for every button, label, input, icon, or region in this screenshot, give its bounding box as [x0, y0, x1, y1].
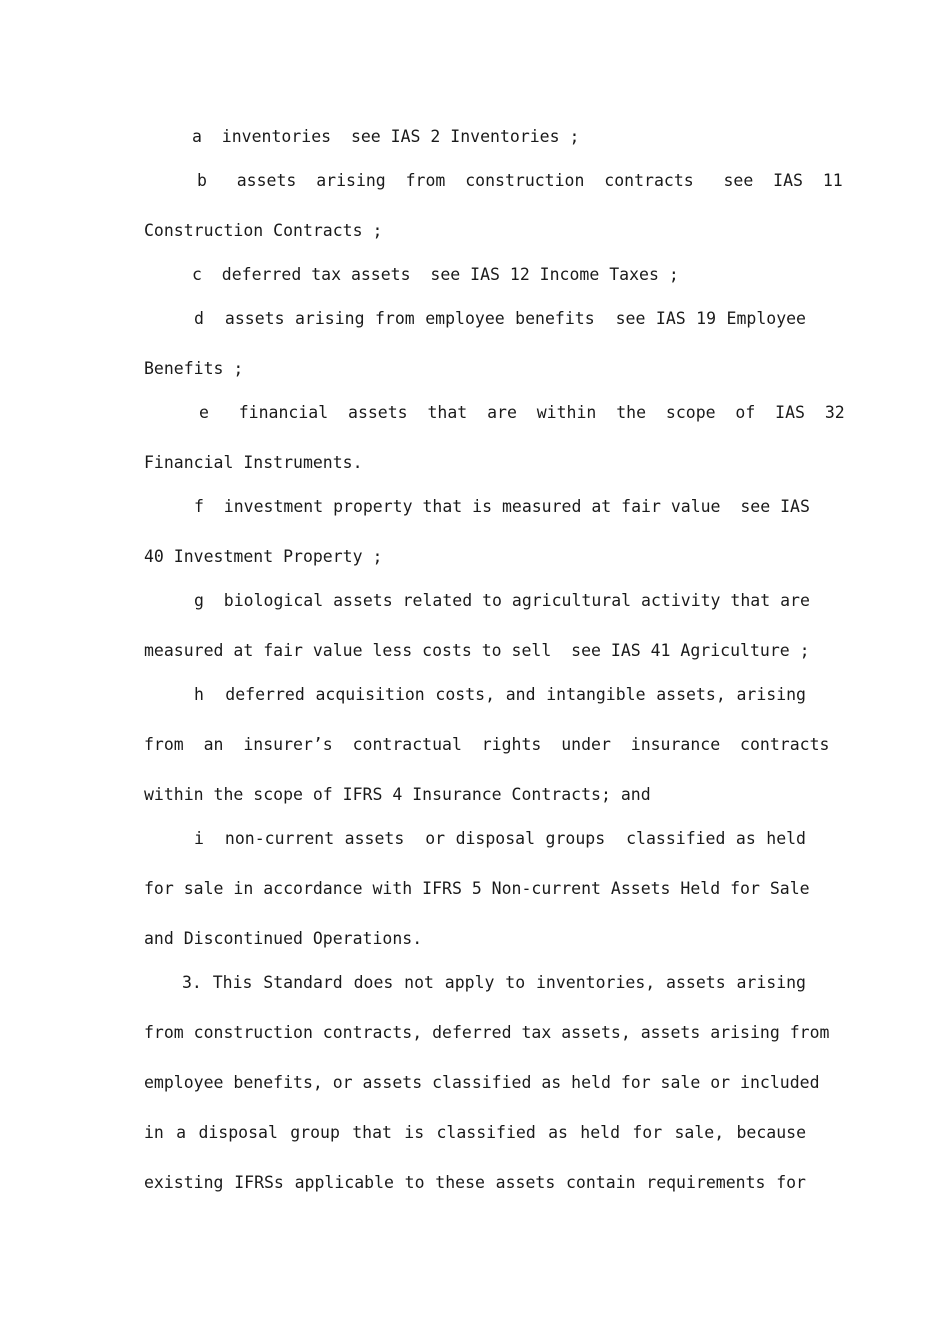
- paragraph-3-line-2: from construction contracts, deferred tax assets, assets arising from: [144, 1023, 830, 1042]
- list-item-i-line-3: and Discontinued Operations.: [144, 929, 423, 948]
- list-item-c: c deferred tax assets see IAS 12 Income Taxes ;: [192, 265, 679, 284]
- list-item-b-line-2: Construction Contracts ;: [144, 221, 383, 240]
- list-item-h-line-3: within the scope of IFRS 4 Insurance Contracts; and: [144, 785, 651, 804]
- list-item-h-line-2: from an insurer’s contractual rights under insurance contracts: [144, 735, 830, 754]
- list-item-d-line-2: Benefits ;: [144, 359, 244, 378]
- list-item-f-line-1: f investment property that is measured at fair value see IAS: [194, 497, 810, 516]
- list-item-g-line-1: g biological assets related to agricultural activity that are: [194, 591, 810, 610]
- list-item-e-line-1: e financial assets that are within the scope of IAS 32: [199, 403, 845, 422]
- list-item-f-line-2: 40 Investment Property ;: [144, 547, 383, 566]
- list-item-i-line-1: i non-current assets or disposal groups classified as held: [194, 829, 806, 848]
- list-item-h-line-1: h deferred acquisition costs, and intangible assets, arising: [194, 685, 806, 704]
- list-item-a: a inventories see IAS 2 Inventories ;: [192, 127, 580, 146]
- paragraph-3-line-1: 3. This Standard does not apply to inventories, assets arising: [182, 973, 806, 992]
- paragraph-3-line-5: existing IFRSs applicable to these assets contain requirements for: [144, 1173, 806, 1192]
- list-item-e-line-2: Financial Instruments.: [144, 453, 363, 472]
- list-item-g-line-2: measured at fair value less costs to sell see IAS 41 Agriculture ;: [144, 641, 810, 660]
- list-item-b-line-1: b assets arising from construction contracts see IAS 11: [197, 171, 843, 190]
- paragraph-3-line-4: in a disposal group that is classified as held for sale, because: [144, 1123, 806, 1142]
- list-item-i-line-2: for sale in accordance with IFRS 5 Non-current Assets Held for Sale: [144, 879, 810, 898]
- paragraph-3-line-3: employee benefits, or assets classified as held for sale or included: [144, 1073, 820, 1092]
- list-item-d-line-1: d assets arising from employee benefits see IAS 19 Employee: [194, 309, 806, 328]
